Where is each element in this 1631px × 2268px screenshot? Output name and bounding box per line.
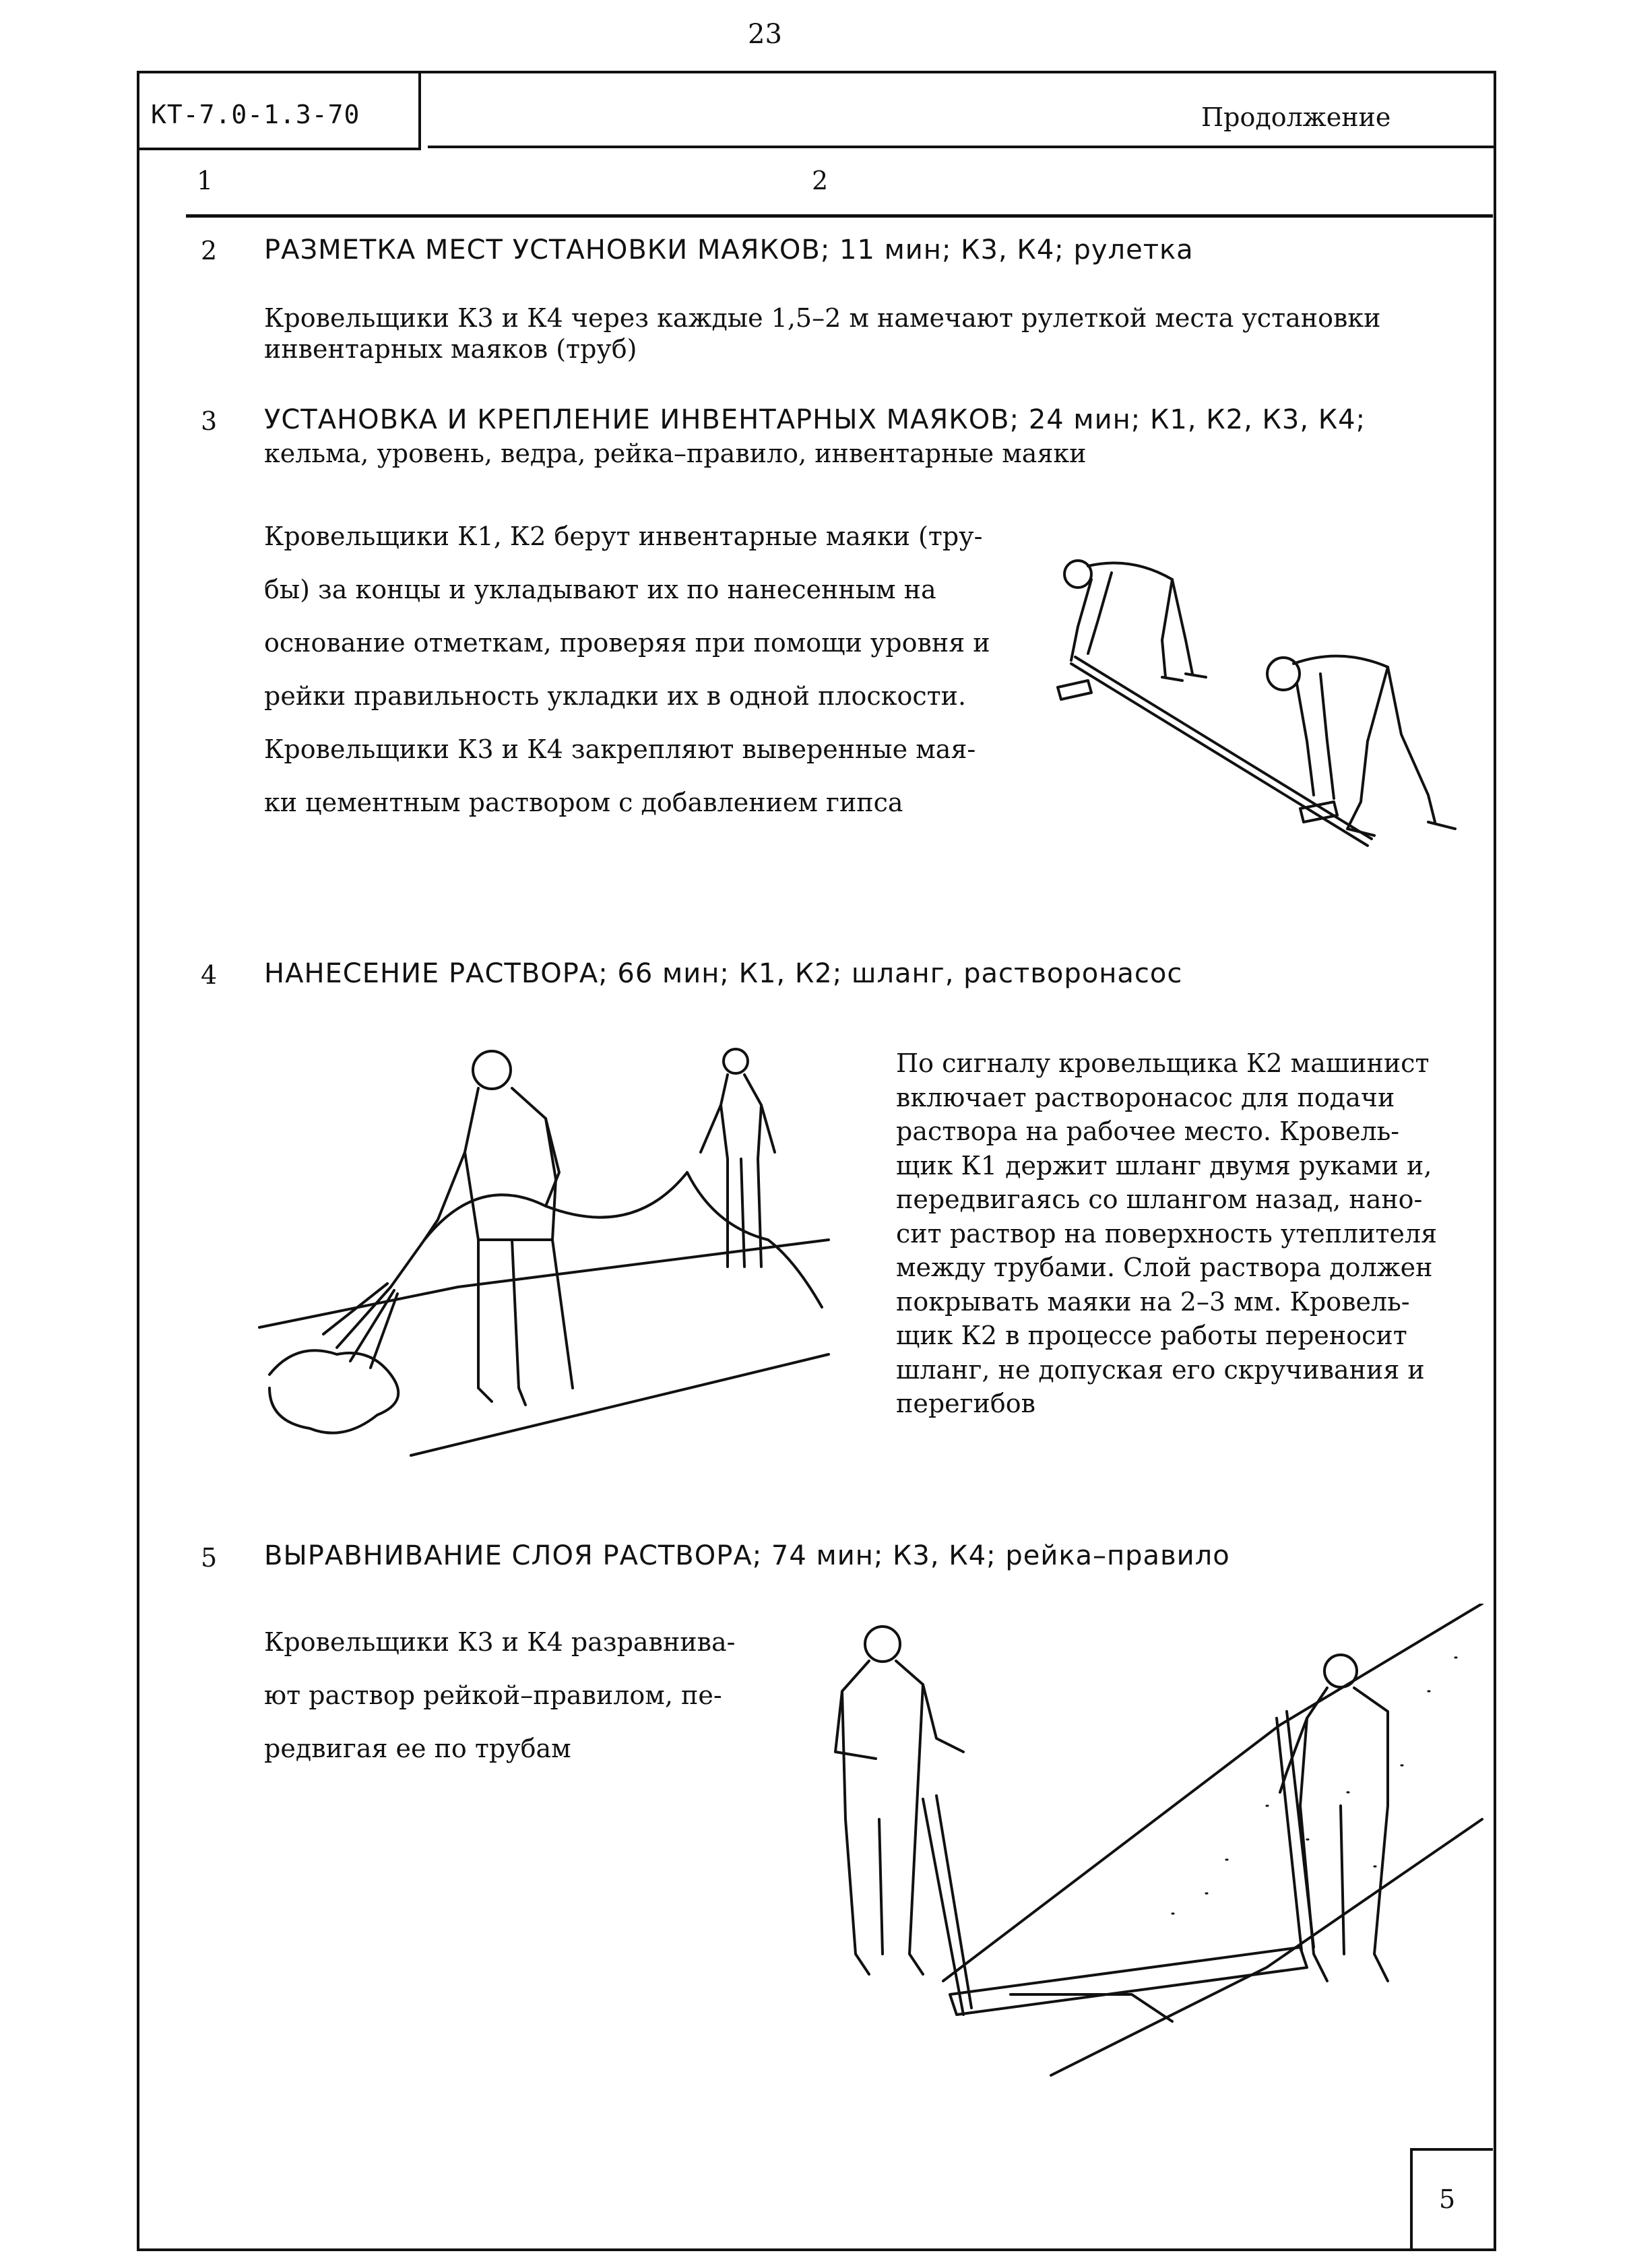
column-row-divider [186, 214, 1493, 218]
section-4-line: покрывать маяки на 2–3 мм. Кровель- [896, 1286, 1410, 1317]
section-4-heading: НАНЕСЕНИЕ РАСТВОРА; 66 мин; К1, К2; шланг, растворонасос [264, 958, 1183, 989]
section-3-number: 3 [201, 406, 218, 436]
section-2-text [264, 303, 1380, 365]
document-code: КТ-7.0-1.3-70 [151, 100, 360, 129]
section-3-line: Кровельщики К3 и К4 закрепляют выверенные мая- [264, 734, 976, 764]
column-number-2: 2 [812, 166, 829, 195]
page-number: 23 [748, 19, 782, 50]
section-5-number: 5 [201, 1543, 218, 1573]
section-5-text [264, 1616, 736, 1775]
section-3-text [264, 510, 990, 829]
section-4-line: включает растворонасос для подачи [896, 1082, 1395, 1112]
section-4-line: сит раствор на поверхность утеплителя [896, 1218, 1438, 1249]
section-5-line: Кровельщики К3 и К4 разравнива- [264, 1627, 736, 1657]
section-4-line: перегибов [896, 1389, 1036, 1418]
section-4-line: щик К1 держит шланг двумя руками и, [896, 1150, 1432, 1180]
section-5-line: редвигая ее по трубам [264, 1734, 571, 1763]
continuation-label: Продолжение [1201, 102, 1391, 132]
section-2-line: Кровельщики К3 и К4 через каждые 1,5–2 м намечают рулеткой места установки [264, 303, 1381, 333]
section-3-line: рейки правильность укладки их в одной плоскости. [264, 681, 967, 711]
section-3-line: ки цементным раствором с добавлением гипса [264, 788, 903, 817]
section-3-heading: УСТАНОВКА И КРЕПЛЕНИЕ ИНВЕНТАРНЫХ МАЯКОВ; 24 мин; К1, К2, К3, К4; [264, 404, 1366, 435]
section-5-line: ют раствор рейкой–правилом, пе- [264, 1680, 722, 1710]
illustration-leveling-mortar [795, 1604, 1489, 2082]
section-3-heading-line-2: кельма, уровень, ведра, рейка–правило, инвентарные маяки [264, 439, 1087, 468]
column-number-1: 1 [197, 166, 214, 195]
section-2-number: 2 [201, 236, 218, 265]
header-divider [428, 146, 1494, 148]
section-2-heading: РАЗМЕТКА МЕСТ УСТАНОВКИ МАЯКОВ; 11 мин; К3, К4; рулетка [264, 234, 1194, 265]
section-4-line: между трубами. Слой раствора должен [896, 1253, 1433, 1282]
section-3-line: Кровельщики К1, К2 берут инвентарные маяки (тру- [264, 522, 983, 551]
section-4-line: передвигаясь со шлангом назад, нано- [896, 1185, 1423, 1214]
section-5-heading: ВЫРАВНИВАНИЕ СЛОЯ РАСТВОРА; 74 мин; К3, К4; рейка–правило [264, 1540, 1230, 1571]
section-4-text [896, 1046, 1437, 1421]
section-3-line: основание отметкам, проверяя при помощи уровня и [264, 628, 990, 658]
section-4-line: По сигналу кровельщика К2 машинист [896, 1048, 1430, 1078]
illustration-installing-beacons [1051, 539, 1482, 876]
section-4-line: шланг, не допуская его скручивания и [896, 1354, 1425, 1385]
section-2-line: инвентарных маяков (труб) [264, 334, 637, 364]
section-4-line: щик К2 в процессе работы переносит [896, 1321, 1407, 1350]
section-4-number: 4 [201, 960, 218, 990]
sheet-number: 5 [1439, 2184, 1456, 2214]
illustration-applying-mortar [256, 1038, 835, 1469]
section-4-line: раствора на рабочее место. Кровель- [896, 1116, 1400, 1146]
section-3-line: бы) за концы и укладывают их по нанесенным на [264, 575, 936, 604]
